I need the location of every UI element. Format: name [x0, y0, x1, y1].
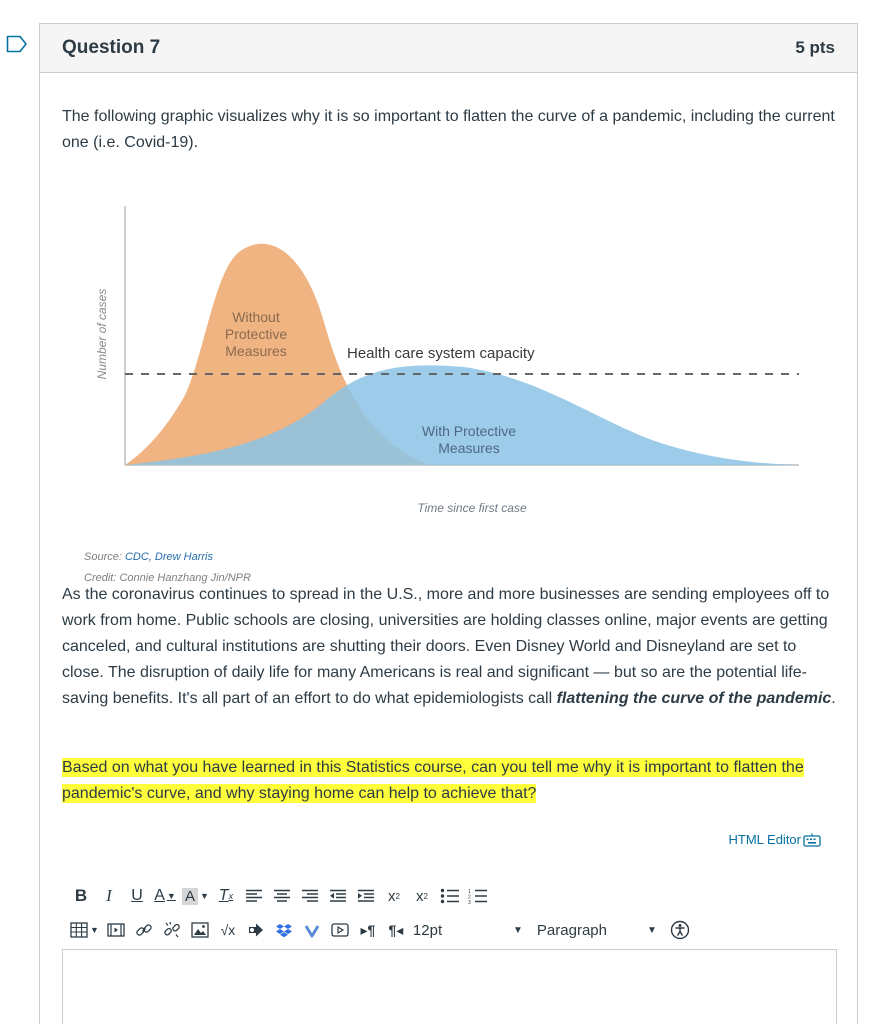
block-format-value: Paragraph	[536, 921, 607, 939]
numbered-list-icon[interactable]	[467, 884, 489, 908]
keyboard-icon	[803, 833, 821, 847]
highlighted-prompt: Based on what you have learned in this Statistics course, can you tell me why it is important to flatten the pandemic's curve, and why staying home can help to achieve that?	[62, 759, 804, 802]
main-paragraph	[62, 582, 842, 712]
table-icon[interactable]: ▼	[70, 918, 99, 942]
underline-button[interactable]: U	[131, 887, 143, 904]
rich-text-toolbar	[70, 879, 840, 947]
figure-credit: Credit: Connie Hanzhang Jin/NPR	[84, 572, 251, 584]
font-size-select[interactable]: 12pt ▼	[412, 921, 523, 939]
main-paragraph-text: As the coronavirus continues to spread in the U.S., more and more businesses are sending employees off to work from home. Public schools are closing, universities are holding classes online, major events are getting canceled, and cultural institutions are shutting their doors. Even Disney World and Disneyland are set to close. The disruption of daily life for many Americans is real and significant — but so are the potential life-saving benefits. It's all part of an effort to do what epidemiologists call	[62, 586, 830, 707]
bullet-list-icon[interactable]	[439, 884, 461, 908]
background-color-button[interactable]: A ▼	[182, 884, 209, 908]
label-without-2: Protective	[224, 326, 288, 342]
label-capacity: Health care system capacity	[347, 345, 535, 362]
media-icon[interactable]	[105, 918, 127, 942]
outdent-icon[interactable]	[327, 884, 349, 908]
html-editor-link[interactable]	[729, 832, 821, 847]
link-icon[interactable]	[133, 918, 155, 942]
superscript-button[interactable]: x 2	[387, 887, 400, 905]
bold-button[interactable]: B	[74, 886, 88, 905]
question-card	[39, 23, 858, 1024]
svg-text:1: 1	[467, 889, 471, 895]
svg-text:3: 3	[467, 900, 471, 904]
source-link[interactable]: CDC, Drew Harris	[124, 551, 213, 563]
question-title: Question 7	[62, 37, 161, 58]
block-format-select[interactable]: Paragraph ▼	[536, 921, 657, 939]
align-center-icon[interactable]	[271, 884, 293, 908]
question-header	[40, 24, 857, 73]
font-size-value: 12pt	[412, 921, 443, 939]
align-left-icon[interactable]	[243, 884, 265, 908]
flatten-curve-graphic	[84, 182, 800, 512]
flag-question-icon[interactable]	[6, 35, 28, 53]
indent-icon[interactable]	[355, 884, 377, 908]
intro-paragraph: The following graphic visualizes why it is so important to flatten the curve of a pandemic, including the current one (i.e. Covid-19).	[62, 108, 835, 151]
align-right-icon[interactable]	[299, 884, 321, 908]
answer-editor[interactable]	[62, 949, 837, 1024]
dropbox-icon[interactable]	[273, 918, 295, 942]
main-paragraph-emphasis: flattening the curve of the pandemic	[556, 690, 832, 707]
x-axis-label: Time since first case	[417, 501, 527, 512]
y-axis-label: Number of cases	[95, 288, 109, 380]
html-editor-label: HTML Editor	[728, 832, 801, 847]
subscript-button[interactable]: x 2	[415, 887, 428, 905]
label-without-1: Without	[232, 309, 280, 325]
svg-text:2: 2	[467, 894, 471, 901]
source-prefix: Source:	[84, 551, 125, 563]
unlink-icon[interactable]	[161, 918, 183, 942]
clear-formatting-button[interactable]: T x	[218, 887, 234, 904]
italic-button[interactable]: I	[106, 886, 112, 905]
prompt-paragraph	[62, 755, 842, 807]
label-without-3: Measures	[225, 343, 287, 359]
vimeo-icon[interactable]	[301, 918, 323, 942]
toolbar-row-1	[70, 879, 840, 913]
accessibility-icon[interactable]	[669, 918, 691, 942]
youtube-icon[interactable]	[329, 918, 351, 942]
rtl-icon[interactable]: ¶◂	[388, 921, 404, 938]
toolbar-row-2	[70, 913, 840, 947]
question-points: 5 pts	[795, 38, 835, 57]
text-color-button[interactable]: A ▼	[154, 887, 176, 904]
flatten-curve-figure	[84, 182, 800, 532]
label-with-1: With Protective	[421, 423, 517, 439]
lti-tool-icon[interactable]	[245, 918, 267, 942]
ltr-icon[interactable]: ▸¶	[360, 921, 376, 938]
equation-icon[interactable]: √x	[220, 922, 236, 938]
label-with-2: Measures	[438, 440, 500, 456]
question-intro	[62, 104, 842, 156]
main-paragraph-end: .	[831, 690, 836, 707]
image-icon[interactable]	[189, 918, 211, 942]
